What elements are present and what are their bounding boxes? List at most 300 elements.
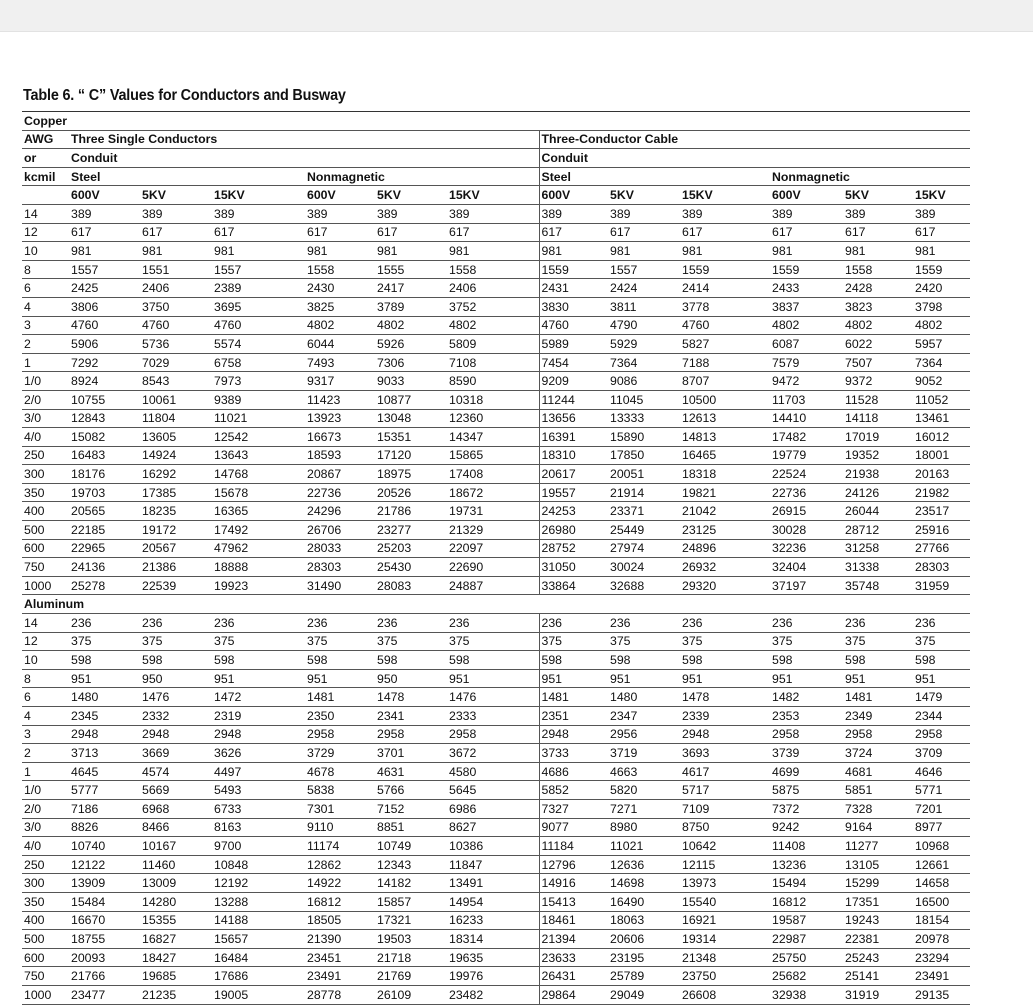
voltage-header: 15KV <box>680 186 770 205</box>
value-cell: 981 <box>212 242 305 261</box>
size-cell: 1000 <box>22 576 69 595</box>
value-cell: 981 <box>305 242 375 261</box>
value-cell: 11021 <box>212 409 305 428</box>
value-cell: 375 <box>375 632 447 651</box>
value-cell: 981 <box>69 242 140 261</box>
value-cell: 8851 <box>375 818 447 837</box>
value-cell: 13643 <box>212 446 305 465</box>
value-cell: 2406 <box>447 279 539 298</box>
value-cell: 389 <box>305 204 375 223</box>
value-cell: 14280 <box>140 892 212 911</box>
value-cell: 25243 <box>843 948 913 967</box>
value-cell: 29320 <box>680 576 770 595</box>
value-cell: 389 <box>608 204 680 223</box>
value-cell: 617 <box>770 223 843 242</box>
nonmagnetic-label-a: Nonmagnetic <box>305 167 539 186</box>
voltage-header: 600V <box>305 186 375 205</box>
value-cell: 3806 <box>69 297 140 316</box>
value-cell: 16365 <box>212 502 305 521</box>
value-cell: 5875 <box>770 781 843 800</box>
value-cell: 4686 <box>539 762 608 781</box>
size-cell: 8 <box>22 260 69 279</box>
size-cell: 8 <box>22 669 69 688</box>
value-cell: 16465 <box>680 446 770 465</box>
value-cell: 31338 <box>843 558 913 577</box>
value-cell: 24887 <box>447 576 539 595</box>
value-cell: 18318 <box>680 465 770 484</box>
value-cell: 2958 <box>770 725 843 744</box>
value-cell: 1558 <box>843 260 913 279</box>
value-cell: 25682 <box>770 967 843 986</box>
value-cell: 14658 <box>913 874 970 893</box>
value-cell: 23125 <box>680 521 770 540</box>
value-cell: 13461 <box>913 409 970 428</box>
value-cell: 375 <box>913 632 970 651</box>
value-cell: 598 <box>680 651 770 670</box>
header-row-material <box>22 167 970 186</box>
header-row-conductor-type <box>22 130 970 149</box>
table-row <box>22 372 970 391</box>
value-cell: 598 <box>770 651 843 670</box>
table-row <box>22 837 970 856</box>
value-cell: 13333 <box>608 409 680 428</box>
value-cell: 18154 <box>913 911 970 930</box>
value-cell: 28083 <box>375 576 447 595</box>
value-cell: 11423 <box>305 390 375 409</box>
table-row <box>22 985 970 1004</box>
value-cell: 236 <box>69 614 140 633</box>
value-cell: 1472 <box>212 688 305 707</box>
size-cell: 750 <box>22 558 69 577</box>
size-cell: 2/0 <box>22 390 69 409</box>
value-cell: 25789 <box>608 967 680 986</box>
value-cell: 20978 <box>913 930 970 949</box>
value-cell: 951 <box>913 669 970 688</box>
value-cell: 35748 <box>843 576 913 595</box>
table-row <box>22 316 970 335</box>
value-cell: 28033 <box>305 539 375 558</box>
value-cell: 12115 <box>680 855 770 874</box>
value-cell: 4802 <box>375 316 447 335</box>
value-cell: 2431 <box>539 279 608 298</box>
value-cell: 17019 <box>843 428 913 447</box>
value-cell: 598 <box>913 651 970 670</box>
table-row <box>22 744 970 763</box>
value-cell: 13656 <box>539 409 608 428</box>
value-cell: 22524 <box>770 465 843 484</box>
table-row <box>22 242 970 261</box>
value-cell: 4663 <box>608 762 680 781</box>
size-cell: 250 <box>22 855 69 874</box>
table-row <box>22 669 970 688</box>
value-cell: 47962 <box>212 539 305 558</box>
value-cell: 6022 <box>843 335 913 354</box>
size-cell: 350 <box>22 892 69 911</box>
value-cell: 18310 <box>539 446 608 465</box>
table-row <box>22 818 970 837</box>
value-cell: 4802 <box>843 316 913 335</box>
value-cell: 9052 <box>913 372 970 391</box>
value-cell: 15355 <box>140 911 212 930</box>
value-cell: 23451 <box>305 948 375 967</box>
value-cell: 26980 <box>539 521 608 540</box>
value-cell: 1555 <box>375 260 447 279</box>
value-cell: 16812 <box>305 892 375 911</box>
value-cell: 1557 <box>212 260 305 279</box>
conduit-label-b: Conduit <box>539 149 970 168</box>
value-cell: 4580 <box>447 762 539 781</box>
value-cell: 389 <box>375 204 447 223</box>
value-cell: 13105 <box>843 855 913 874</box>
value-cell: 950 <box>140 669 212 688</box>
value-cell: 2389 <box>212 279 305 298</box>
size-cell: 750 <box>22 967 69 986</box>
value-cell: 16483 <box>69 446 140 465</box>
value-cell: 6733 <box>212 799 305 818</box>
value-cell: 236 <box>843 614 913 633</box>
value-cell: 1481 <box>843 688 913 707</box>
table-row <box>22 204 970 223</box>
value-cell: 23277 <box>375 521 447 540</box>
value-cell: 5736 <box>140 335 212 354</box>
value-cell: 9077 <box>539 818 608 837</box>
table-row <box>22 781 970 800</box>
size-cell: 2/0 <box>22 799 69 818</box>
value-cell: 2339 <box>680 707 770 726</box>
value-cell: 21769 <box>375 967 447 986</box>
value-cell: 12613 <box>680 409 770 428</box>
value-cell: 28752 <box>539 539 608 558</box>
value-cell: 2948 <box>69 725 140 744</box>
value-cell: 5669 <box>140 781 212 800</box>
value-cell: 22539 <box>140 576 212 595</box>
value-cell: 23294 <box>913 948 970 967</box>
value-cell: 26915 <box>770 502 843 521</box>
value-cell: 7186 <box>69 799 140 818</box>
value-cell: 8826 <box>69 818 140 837</box>
value-cell: 236 <box>305 614 375 633</box>
value-cell: 20617 <box>539 465 608 484</box>
value-cell: 375 <box>770 632 843 651</box>
value-cell: 19635 <box>447 948 539 967</box>
value-cell: 10061 <box>140 390 212 409</box>
value-cell: 22381 <box>843 930 913 949</box>
value-cell: 6986 <box>447 799 539 818</box>
table-row <box>22 874 970 893</box>
value-cell: 15857 <box>375 892 447 911</box>
value-cell: 28303 <box>913 558 970 577</box>
value-cell: 17385 <box>140 483 212 502</box>
value-cell: 5820 <box>608 781 680 800</box>
size-cell: 4 <box>22 707 69 726</box>
value-cell: 4790 <box>608 316 680 335</box>
value-cell: 18063 <box>608 911 680 930</box>
value-cell: 981 <box>447 242 539 261</box>
value-cell: 15494 <box>770 874 843 893</box>
value-cell: 2350 <box>305 707 375 726</box>
size-cell: 10 <box>22 651 69 670</box>
value-cell: 2341 <box>375 707 447 726</box>
voltage-header: 5KV <box>608 186 680 205</box>
value-cell: 16292 <box>140 465 212 484</box>
value-cell: 7579 <box>770 353 843 372</box>
value-cell: 7493 <box>305 353 375 372</box>
value-cell: 15657 <box>212 930 305 949</box>
value-cell: 951 <box>305 669 375 688</box>
value-cell: 19352 <box>843 446 913 465</box>
value-cell: 9164 <box>843 818 913 837</box>
value-cell: 32688 <box>608 576 680 595</box>
value-cell: 12360 <box>447 409 539 428</box>
value-cell: 981 <box>680 242 770 261</box>
value-cell: 236 <box>539 614 608 633</box>
steel-label-b: Steel <box>539 167 770 186</box>
value-cell: 5838 <box>305 781 375 800</box>
size-cell: 6 <box>22 688 69 707</box>
value-cell: 5574 <box>212 335 305 354</box>
value-cell: 5493 <box>212 781 305 800</box>
value-cell: 389 <box>680 204 770 223</box>
value-cell: 16490 <box>608 892 680 911</box>
value-cell: 950 <box>375 669 447 688</box>
value-cell: 16673 <box>305 428 375 447</box>
value-cell: 5777 <box>69 781 140 800</box>
value-cell: 9242 <box>770 818 843 837</box>
value-cell: 2958 <box>447 725 539 744</box>
value-cell: 16670 <box>69 911 140 930</box>
value-cell: 20163 <box>913 465 970 484</box>
value-cell: 3825 <box>305 297 375 316</box>
value-cell: 11408 <box>770 837 843 856</box>
value-cell: 1482 <box>770 688 843 707</box>
value-cell: 1481 <box>539 688 608 707</box>
value-cell: 21786 <box>375 502 447 521</box>
value-cell: 7108 <box>447 353 539 372</box>
value-cell: 23482 <box>447 985 539 1004</box>
value-cell: 11847 <box>447 855 539 874</box>
value-cell: 10755 <box>69 390 140 409</box>
value-cell: 598 <box>375 651 447 670</box>
value-cell: 11244 <box>539 390 608 409</box>
value-cell: 2956 <box>608 725 680 744</box>
or-label: or <box>22 149 69 168</box>
value-cell: 4631 <box>375 762 447 781</box>
header-row-voltage <box>22 186 970 205</box>
value-cell: 1478 <box>680 688 770 707</box>
value-cell: 8627 <box>447 818 539 837</box>
value-cell: 375 <box>140 632 212 651</box>
value-cell: 5645 <box>447 781 539 800</box>
value-cell: 18975 <box>375 465 447 484</box>
value-cell: 2332 <box>140 707 212 726</box>
value-cell: 5852 <box>539 781 608 800</box>
value-cell: 7328 <box>843 799 913 818</box>
value-cell: 7201 <box>913 799 970 818</box>
value-cell: 21348 <box>680 948 770 967</box>
value-cell: 23491 <box>305 967 375 986</box>
table-row <box>22 465 970 484</box>
voltage-header: 15KV <box>913 186 970 205</box>
value-cell: 15890 <box>608 428 680 447</box>
value-cell: 1559 <box>913 260 970 279</box>
value-cell: 19503 <box>375 930 447 949</box>
value-cell: 1478 <box>375 688 447 707</box>
size-cell: 2 <box>22 744 69 763</box>
voltage-header: 600V <box>539 186 608 205</box>
value-cell: 12343 <box>375 855 447 874</box>
value-cell: 32404 <box>770 558 843 577</box>
value-cell: 2948 <box>680 725 770 744</box>
value-cell: 13009 <box>140 874 212 893</box>
value-cell: 8750 <box>680 818 770 837</box>
value-cell: 1480 <box>608 688 680 707</box>
value-cell: 4760 <box>680 316 770 335</box>
value-cell: 25278 <box>69 576 140 595</box>
value-cell: 389 <box>212 204 305 223</box>
value-cell: 9209 <box>539 372 608 391</box>
value-cell: 2958 <box>375 725 447 744</box>
value-cell: 2414 <box>680 279 770 298</box>
value-cell: 375 <box>447 632 539 651</box>
value-cell: 14954 <box>447 892 539 911</box>
value-cell: 4760 <box>539 316 608 335</box>
conduit-label-a: Conduit <box>69 149 539 168</box>
value-cell: 7507 <box>843 353 913 372</box>
value-cell: 10500 <box>680 390 770 409</box>
size-cell: 3 <box>22 316 69 335</box>
voltage-header: 600V <box>770 186 843 205</box>
value-cell: 24896 <box>680 539 770 558</box>
value-cell: 21718 <box>375 948 447 967</box>
value-cell: 24253 <box>539 502 608 521</box>
value-cell: 2425 <box>69 279 140 298</box>
value-cell: 2417 <box>375 279 447 298</box>
value-cell: 23633 <box>539 948 608 967</box>
value-cell: 3693 <box>680 744 770 763</box>
value-cell: 20526 <box>375 483 447 502</box>
value-cell: 7301 <box>305 799 375 818</box>
value-cell: 19731 <box>447 502 539 521</box>
header-row-conduit <box>22 149 970 168</box>
value-cell: 375 <box>843 632 913 651</box>
value-cell: 23195 <box>608 948 680 967</box>
table-row <box>22 446 970 465</box>
value-cell: 389 <box>913 204 970 223</box>
value-cell: 13973 <box>680 874 770 893</box>
size-cell: 1/0 <box>22 781 69 800</box>
value-cell: 28303 <box>305 558 375 577</box>
table-title: Table 6. “ C” Values for Conductors and Busway <box>23 87 346 104</box>
value-cell: 15082 <box>69 428 140 447</box>
value-cell: 389 <box>447 204 539 223</box>
value-cell: 19314 <box>680 930 770 949</box>
kcmil-label: kcmil <box>22 167 69 186</box>
value-cell: 21982 <box>913 483 970 502</box>
voltage-header: 5KV <box>140 186 212 205</box>
value-cell: 4574 <box>140 762 212 781</box>
value-cell: 33864 <box>539 576 608 595</box>
table-row <box>22 539 970 558</box>
value-cell: 23491 <box>913 967 970 986</box>
value-cell: 25449 <box>608 521 680 540</box>
value-cell: 5926 <box>375 335 447 354</box>
table-row <box>22 521 970 540</box>
value-cell: 2948 <box>140 725 212 744</box>
value-cell: 2420 <box>913 279 970 298</box>
table-row <box>22 725 970 744</box>
table-row <box>22 223 970 242</box>
value-cell: 2958 <box>843 725 913 744</box>
value-cell: 4497 <box>212 762 305 781</box>
value-cell: 617 <box>375 223 447 242</box>
value-cell: 981 <box>608 242 680 261</box>
value-cell: 1476 <box>140 688 212 707</box>
value-cell: 2424 <box>608 279 680 298</box>
value-cell: 20093 <box>69 948 140 967</box>
value-cell: 29864 <box>539 985 608 1004</box>
value-cell: 31050 <box>539 558 608 577</box>
value-cell: 9389 <box>212 390 305 409</box>
value-cell: 17408 <box>447 465 539 484</box>
value-cell: 8543 <box>140 372 212 391</box>
value-cell: 2351 <box>539 707 608 726</box>
value-cell: 7372 <box>770 799 843 818</box>
aluminum-section <box>22 595 970 614</box>
value-cell: 28712 <box>843 521 913 540</box>
size-cell: 350 <box>22 483 69 502</box>
value-cell: 3724 <box>843 744 913 763</box>
value-cell: 32236 <box>770 539 843 558</box>
value-cell: 3626 <box>212 744 305 763</box>
voltage-corner-cell <box>22 186 69 205</box>
value-cell: 4760 <box>212 316 305 335</box>
value-cell: 617 <box>539 223 608 242</box>
value-cell: 3778 <box>680 297 770 316</box>
size-cell: 4/0 <box>22 428 69 447</box>
value-cell: 28778 <box>305 985 375 1004</box>
value-cell: 617 <box>212 223 305 242</box>
voltage-header: 5KV <box>843 186 913 205</box>
awg-label: AWG <box>22 130 69 149</box>
size-cell: 300 <box>22 874 69 893</box>
value-cell: 3811 <box>608 297 680 316</box>
table-row <box>22 799 970 818</box>
size-cell: 12 <box>22 223 69 242</box>
value-cell: 617 <box>843 223 913 242</box>
value-cell: 7188 <box>680 353 770 372</box>
three-conductor-cable-label: Three-Conductor Cable <box>539 130 970 149</box>
table-row <box>22 911 970 930</box>
value-cell: 2347 <box>608 707 680 726</box>
value-cell: 16921 <box>680 911 770 930</box>
value-cell: 4802 <box>770 316 843 335</box>
value-cell: 21938 <box>843 465 913 484</box>
value-cell: 2948 <box>539 725 608 744</box>
size-cell: 1 <box>22 762 69 781</box>
value-cell: 13048 <box>375 409 447 428</box>
value-cell: 7364 <box>913 353 970 372</box>
value-cell: 14922 <box>305 874 375 893</box>
value-cell: 26706 <box>305 521 375 540</box>
value-cell: 3709 <box>913 744 970 763</box>
value-cell: 22965 <box>69 539 140 558</box>
value-cell: 5809 <box>447 335 539 354</box>
table-row <box>22 502 970 521</box>
value-cell: 4802 <box>305 316 375 335</box>
table-row <box>22 279 970 298</box>
value-cell: 14916 <box>539 874 608 893</box>
value-cell: 24126 <box>843 483 913 502</box>
